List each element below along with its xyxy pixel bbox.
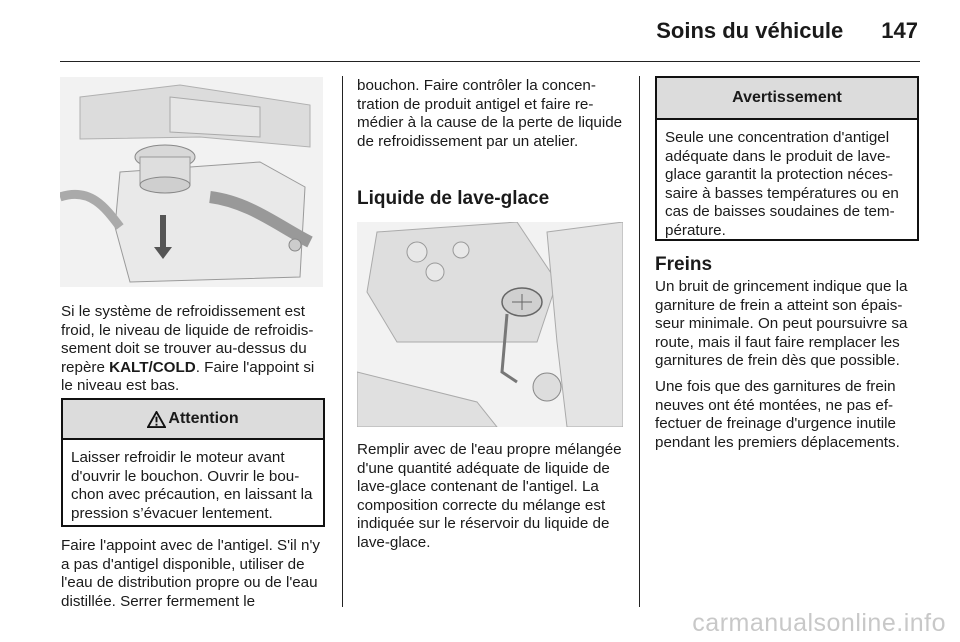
refill-paragraph: Faire l'appoint avec de l'antigel. S'il n'y a pas d'antigel disponible, utiliser de l'eau de distribution propre ou de l'eau distillée. Serrer fermement le [61,537,320,610]
cap-tighten-text [357,77,623,151]
attention-body: Laisser refroidir le moteur avant d'ouvrir le bouchon. Ouvrir le bouchon avec précaution, en laissant la pression s’évacuer lentement. [71,449,313,522]
warning-header: Avertissement [657,78,917,120]
attention-header [63,400,323,440]
coolant-reservoir-illustration [60,77,323,287]
watermark: carmanualsonline.info [692,609,946,637]
coolant-text-end: . Faire l'appoint si le niveau est bas. [61,358,315,395]
brakes-paragraph-1: Un bruit de grincement indique que la garniture de frein a atteint son épaisseur minimale. On peut poursuivre sa route, mais il faut faire remplacer les garnitures de frein dès que possible. [655,278,908,370]
brakes-paragraph-2: Une fois que des garnitures de frein neuves ont été montées, ne pas effectuer de freinage d'urgence inutile pendant les premiers déplacements. [655,377,900,451]
warning-triangle-icon [147,411,166,428]
washer-fluid-heading: Liquide de lave-glace [357,188,550,209]
washer-fluid-illustration [357,222,623,427]
column-divider-1 [342,76,343,607]
page-header [656,18,918,44]
kalt-cold-mark: KALT/COLD [109,358,196,376]
warning-box [655,76,919,241]
washer-fluid-text [357,441,625,553]
attention-title: Attention [168,409,239,427]
coolant-level-text [61,303,325,396]
brakes-heading: Freins [655,254,713,275]
section-title: Soins du véhicule [656,18,844,43]
cap-paragraph: bouchon. Faire contrôler la concentration de produit antigel et faire remédier à la cause de la perte de liquide de refroidissement par un atelier. [357,77,623,150]
brakes-text [655,278,921,452]
refill-antifreeze-text [61,537,327,611]
page-number: 147 [881,18,918,43]
header-rule [60,61,920,62]
washer-paragraph: Remplir avec de l'eau propre mélangée d'une quantité adéquate de liquide de lave-glace contenant de l'antigel. La composition correcte du mélange est indiquée sur le réservoir du liquide de lave-glace. [357,441,622,551]
attention-box [61,398,325,527]
coolant-text-start: Si le système de refroidissement est froid, le niveau de liquide de refroidissement doit se trouver au-dessus du repère [61,303,314,376]
warning-body: Seule une concentration d'antigel adéquate dans le produit de laveglace garantit la protection nécessaire à basses températures ou en cas de baisses soudaines de température. [665,129,899,239]
column-divider-2 [639,76,640,607]
